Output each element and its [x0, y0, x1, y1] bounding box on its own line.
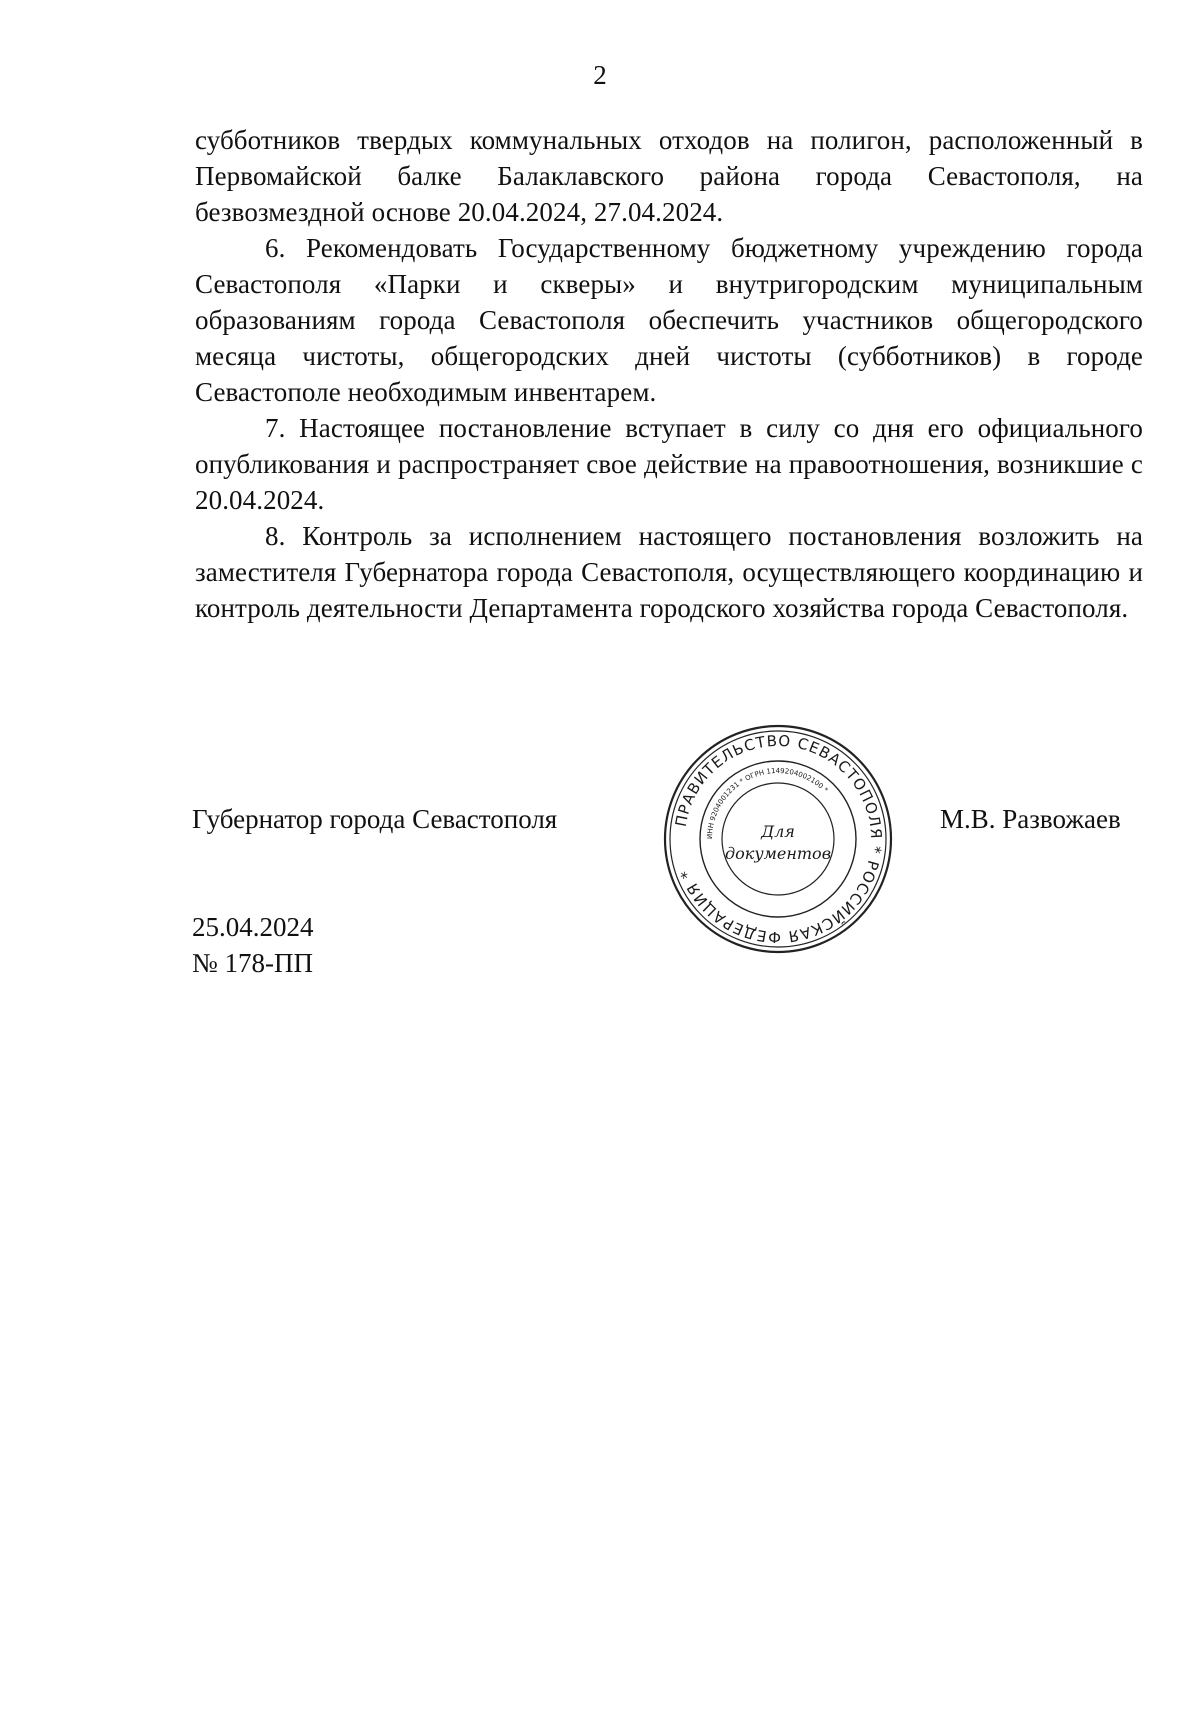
- paragraph-item-6: 6. Рекомендовать Государственному бюджетному учреждению города Севастополя «Парки и скверы» и внутригородским муниципальным образованиям города Севастополя обеспечить участников общегородского месяца чистоты, общегородских дней чистоты (субботников) в городе Севастополе необходимым инвентарем.: [195, 233, 1143, 407]
- document-number: № 178-ПП: [192, 948, 313, 978]
- document-date: 25.04.2024: [192, 912, 314, 942]
- seal-center-line-1: Для: [761, 822, 795, 841]
- page-number: 2: [593, 60, 607, 90]
- signature-title: Губернатор города Севастополя: [192, 804, 558, 834]
- official-seal: [658, 719, 898, 959]
- paragraph-continuation: субботников твердых коммунальных отходов на полигон, расположенный в Первомайской балке Балаклавского района города Севастополя, на безвозмездной основе 20.04.2024, 27.04.2024.: [195, 125, 1143, 227]
- seal-ring-text-span: ПРАВИТЕЛЬСТВО СЕВАСТОПОЛЯ * РОССИЙСКАЯ ФЕДЕРАЦИЯ *: [671, 731, 886, 947]
- paragraph-item-8: 8. Контроль за исполнением настоящего постановления возложить на заместителя Губернатора города Севастополя, осуществляющего координацию и контроль деятельности Департамента городского хозяйства города Севастополя.: [195, 521, 1143, 623]
- document-body: [195, 122, 1143, 626]
- paragraph-item-7: 7. Настоящее постановление вступает в силу со дня его официального опубликования и распространяет свое действие на правоотношения, возникшие с 20.04.2024.: [195, 413, 1143, 515]
- seal-inner-text-span: ИНН 9204001231 * ОГРН 1149204002100 *: [705, 766, 830, 840]
- signatory-name: М.В. Развожаев: [940, 804, 1121, 834]
- seal-center-line-2: документов: [725, 844, 831, 863]
